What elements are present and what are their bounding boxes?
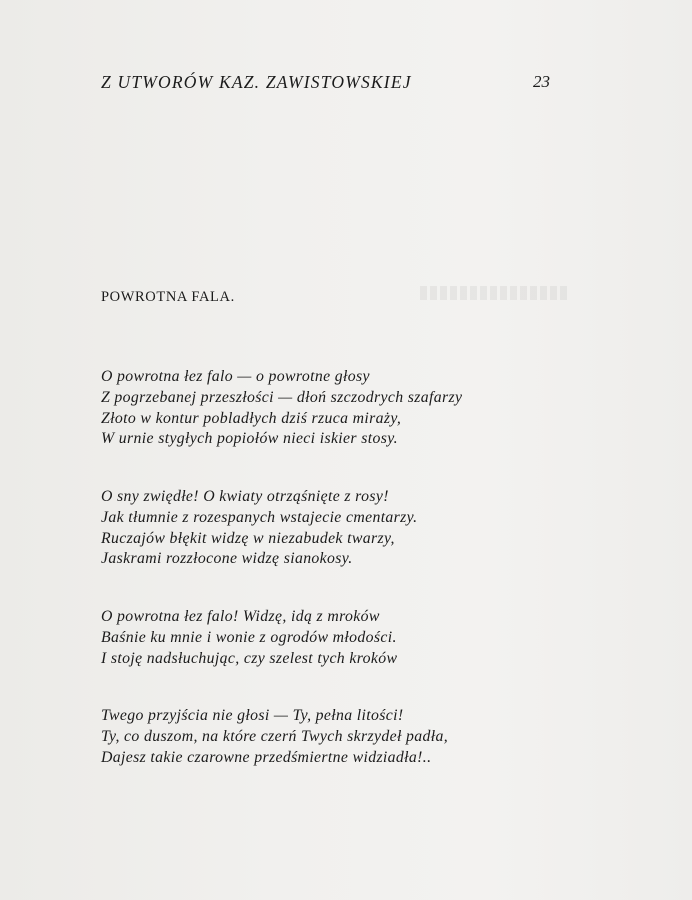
verse-line: Z pogrzebanej przeszłości — dłoń szczodrych szafarzy <box>101 388 463 406</box>
verse-line: I stoję nadsłuchując, czy szelest tych kroków <box>101 649 398 667</box>
poem-title: POWROTNA FALA. <box>101 289 235 305</box>
verse-line: Twego przyjścia nie głosi — Ty, pełna litości! <box>101 707 404 724</box>
verse-line: W urnie stygłych popiołów nieci iskier stosy. <box>101 430 398 448</box>
bleed-through-shadow <box>420 286 570 300</box>
stanza-3 <box>101 607 397 669</box>
page-number: 23 <box>533 72 550 91</box>
verse-line: Dajesz takie czarowne przedśmiertne widziadła!.. <box>101 748 432 766</box>
stanza-4 <box>101 706 448 768</box>
verse-line: O powrotna łez falo! Widzę, idą z mroków <box>101 608 380 625</box>
verse-line: Jak tłumnie z rozespanych wstajecie cmentarzy. <box>101 508 418 526</box>
verse-line: Baśnie ku mnie i wonie z ogrodów młodości. <box>101 628 397 646</box>
stanza-2 <box>101 487 417 570</box>
running-head: Z UTWORÓW KAZ. ZAWISTOWSKIEJ <box>101 72 412 92</box>
verse-line: Jaskrami rozzłocone widzę sianokosy. <box>101 550 353 568</box>
verse-line: O sny zwiędłe! O kwiaty otrząśnięte z rosy! <box>101 488 389 505</box>
verse-line: O powrotna łez falo — o powrotne głosy <box>101 368 370 385</box>
verse-line: Ty, co duszom, na które czerń Twych skrzydeł padła, <box>101 727 449 745</box>
verse-line: Ruczajów błękit widzę w niezabudek twarzy, <box>101 529 395 547</box>
stanza-1 <box>101 367 462 450</box>
verse-line: Złoto w kontur pobladłych dziś rzuca miraży, <box>101 409 402 427</box>
